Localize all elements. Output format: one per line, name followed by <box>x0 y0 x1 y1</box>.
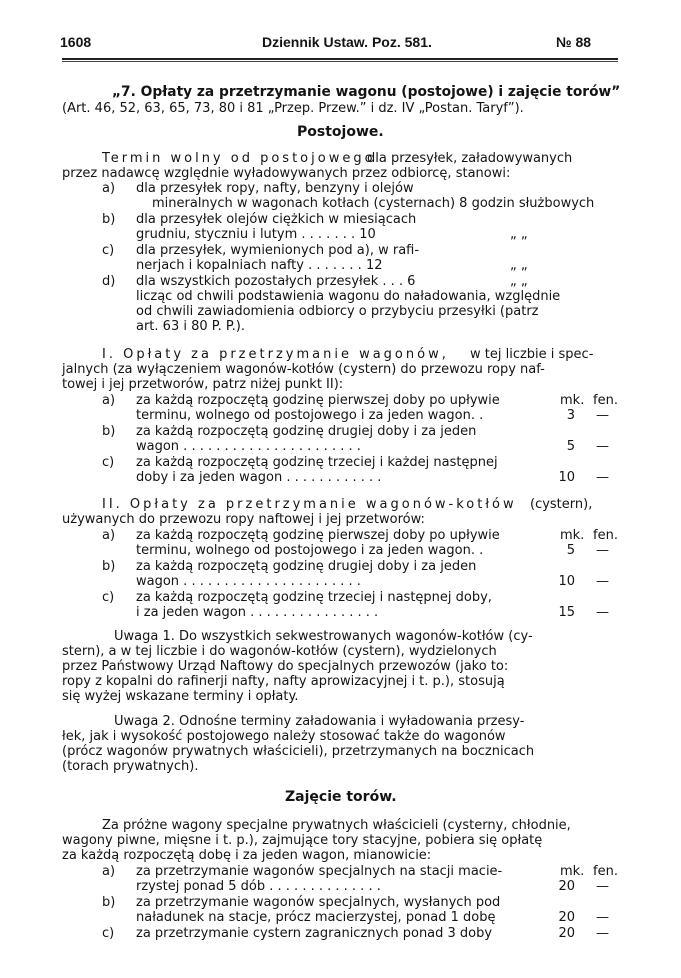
amount-fen: — <box>596 470 609 485</box>
amount-fen: — <box>596 408 609 423</box>
section-i-a-line-1: za każdą rozpoczętą godzinę pierwszej doby po upływie <box>136 393 500 408</box>
amount-mk: 20 <box>558 879 575 894</box>
section-i-line-3: towej i jej przetworów, patrz niżej punkt II): <box>62 377 344 392</box>
uwaga-1-line-4: ropy z kopalni do rafinerji nafty, nafty aprowizacyjnej i t. p.), stosują <box>62 674 505 689</box>
section-i-c-line-1: za każdą rozpoczętą godzinę trzeciej i każdej następnej <box>136 455 498 470</box>
amount-mk: 5 <box>566 543 575 558</box>
item-label: d) <box>102 274 116 289</box>
section-ii-a-line-1: za każdą rozpoczętą godzinę pierwszej doby po upływie <box>136 528 500 543</box>
journal-title: Dziennik Ustaw. Poz. 581. <box>262 34 432 50</box>
header-rule-thin <box>62 61 618 62</box>
item-label: c) <box>102 926 115 941</box>
section-ii-c-line-1: za każdą rozpoczętą godzinę trzeciej i następnej doby, <box>136 590 492 605</box>
section-i-a-line-2: terminu, wolnego od postojowego i za jeden wagon. . <box>136 408 484 423</box>
section-ii-a-line-2: terminu, wolnego od postojowego i za jeden wagon. . <box>136 543 484 558</box>
amount-mk: 20 <box>558 910 575 925</box>
section-i-b-line-1: za każdą rozpoczętą godzinę drugiej doby i za jeden <box>136 424 477 439</box>
item-label: b) <box>102 559 116 574</box>
termin-d-line-4: art. 63 i 80 P. P.). <box>136 319 245 334</box>
amount-fen: — <box>596 605 609 620</box>
zajecie-title: Zajęcie torów. <box>285 789 397 805</box>
zajecie-line-3: za każdą rozpoczętą dobę i za jeden wagon, mianowicie: <box>62 848 432 863</box>
uwaga-1-line-3: przez Państwowy Urząd Naftowy do specjalnych przewozów (jako to: <box>62 659 509 674</box>
section-i-line-1a: I. Opłaty za przetrzymanie wagonów, <box>102 347 449 362</box>
section-i-c-line-2: doby i za jeden wagon . . . . . . . . . . . . <box>136 470 382 485</box>
termin-line-2: przez nadawcę względnie wyładowywanych przez odbiorcę, stanowi: <box>62 166 511 181</box>
uwaga-2-line-4: (torach prywatnych). <box>62 759 199 774</box>
ditto-marks: „ „ <box>510 274 528 289</box>
zajecie-a-line-1: za przetrzymanie wagonów specjalnych na stacji macie- <box>136 864 503 879</box>
termin-b-line-1: dla przesyłek olejów ciężkich w miesiącach <box>136 212 417 227</box>
zajecie-b-line-1: za przetrzymanie wagonów specjalnych, wysłanych pod <box>136 895 501 910</box>
item-label: c) <box>102 455 115 470</box>
zajecie-line-2: wagony piwne, mięsne i t. p.), zajmujące tory stacyjne, pobiera się opłatę <box>62 833 543 848</box>
amount-fen: — <box>596 926 609 941</box>
uwaga-2-line-1: Uwaga 2. Odnośne terminy załadowania i wyładowania przesy- <box>114 714 525 729</box>
item-label: c) <box>102 243 115 258</box>
unit-mk: mk. <box>560 864 585 879</box>
section-i-line-1b: w tej liczbie i spec- <box>470 347 594 362</box>
item-label: b) <box>102 212 116 227</box>
zajecie-a-line-2: rzystej ponad 5 dób . . . . . . . . . . . . . . <box>136 879 381 894</box>
termin-d-line-3: od chwili zawiadomienia odbiorcy o przybyciu przesyłki (patrz <box>136 304 539 319</box>
item-label: c) <box>102 590 115 605</box>
amount-fen: — <box>596 910 609 925</box>
termin-d-line-1: dla wszystkich pozostałych przesyłek . . . 6 <box>136 274 416 289</box>
termin-c-line-2: nerjach i kopalniach nafty . . . . . . . 12 <box>136 258 383 273</box>
amount-fen: — <box>596 879 609 894</box>
termin-line-1b: dla przesyłek, załadowywanych <box>367 151 573 166</box>
amount-mk: 5 <box>566 439 575 454</box>
amount-mk: 3 <box>566 408 575 423</box>
termin-c-line-1: dla przesyłek, wymienionych pod a), w rafi- <box>136 243 420 258</box>
amount-fen: — <box>596 574 609 589</box>
section-ii-c-line-2: i za jeden wagon . . . . . . . . . . . . . . . . <box>136 605 379 620</box>
item-label: a) <box>102 528 116 543</box>
item-label: a) <box>102 393 116 408</box>
section-ii-line-2: używanych do przewozu ropy naftowej i jej przetworów: <box>62 512 425 527</box>
termin-d-line-2: licząc od chwili podstawienia wagonu do naładowania, względnie <box>136 289 561 304</box>
item-label: a) <box>102 864 116 879</box>
uwaga-1-line-2: stern), a w tej liczbie i do wagonów-kotłów (cystern), wydzielonych <box>62 644 497 659</box>
termin-line-1a: Termin wolny od postojowego <box>102 151 376 166</box>
section-references: (Art. 46, 52, 63, 65, 73, 80 i 81 „Przep. Przew.” i dz. IV „Postan. Taryf”). <box>62 101 524 116</box>
amount-mk: 10 <box>558 574 575 589</box>
item-label: b) <box>102 424 116 439</box>
amount-mk: 10 <box>558 470 575 485</box>
header-rule <box>62 58 618 60</box>
issue-number: № 88 <box>556 34 592 50</box>
unit-fen: fen. <box>593 528 618 543</box>
section-ii-b-line-2: wagon . . . . . . . . . . . . . . . . . . . . . . <box>136 574 361 589</box>
unit-fen: fen. <box>593 864 618 879</box>
amount-fen: — <box>596 543 609 558</box>
unit-fen: fen. <box>593 393 618 408</box>
ditto-marks: „ „ <box>510 258 528 273</box>
section-heading: „7. Opłaty za przetrzymanie wagonu (postojowe) i zajęcie torów” <box>112 84 621 100</box>
uwaga-2-line-2: łek, jak i wysokość postojowego należy stosować także do wagonów <box>62 729 506 744</box>
zajecie-b-line-2: naładunek na stacje, prócz macierzystej, ponad 1 dobę <box>136 910 496 925</box>
uwaga-1-line-5: się wyżej wskazane terminy i opłaty. <box>62 689 299 704</box>
amount-fen: — <box>596 439 609 454</box>
ditto-marks: „ „ <box>510 227 528 242</box>
termin-a-line-2: mineralnych w wagonach kotłach (cysternach) 8 godzin służbowych <box>152 196 595 211</box>
termin-b-line-2: grudniu, styczniu i lutym . . . . . . . 10 <box>136 227 376 242</box>
section-ii-line-1b: (cystern), <box>530 497 593 512</box>
section-i-line-2: jalnych (za wyłączeniem wagonów-kotłów (cystern) do przewozu ropy naf- <box>62 362 545 377</box>
unit-mk: mk. <box>560 528 585 543</box>
termin-a-line-1: dla przesyłek ropy, nafty, benzyny i olejów <box>136 181 414 196</box>
uwaga-2-line-3: (prócz wagonów prywatnych właścicieli), przetrzymanych na bocznicach <box>62 744 535 759</box>
zajecie-line-1: Za próżne wagony specjalne prywatnych właścicieli (cysterny, chłodnie, <box>102 818 571 833</box>
section-ii-line-1a: II. Opłaty za przetrzymanie wagonów-kotłów <box>102 497 517 512</box>
page-number: 1608 <box>60 34 92 50</box>
amount-mk: 15 <box>558 605 575 620</box>
uwaga-1-line-1: Uwaga 1. Do wszystkich sekwestrowanych wagonów-kotłów (cy- <box>114 629 533 644</box>
section-ii-b-line-1: za każdą rozpoczętą godzinę drugiej doby i za jeden <box>136 559 477 574</box>
item-label: a) <box>102 181 116 196</box>
section-i-b-line-2: wagon . . . . . . . . . . . . . . . . . . . . . . <box>136 439 361 454</box>
amount-mk: 20 <box>558 926 575 941</box>
zajecie-c-line-1: za przetrzymanie cystern zagranicznych ponad 3 doby <box>136 926 493 941</box>
postojowe-title: Postojowe. <box>297 124 384 140</box>
unit-mk: mk. <box>560 393 585 408</box>
item-label: b) <box>102 895 116 910</box>
